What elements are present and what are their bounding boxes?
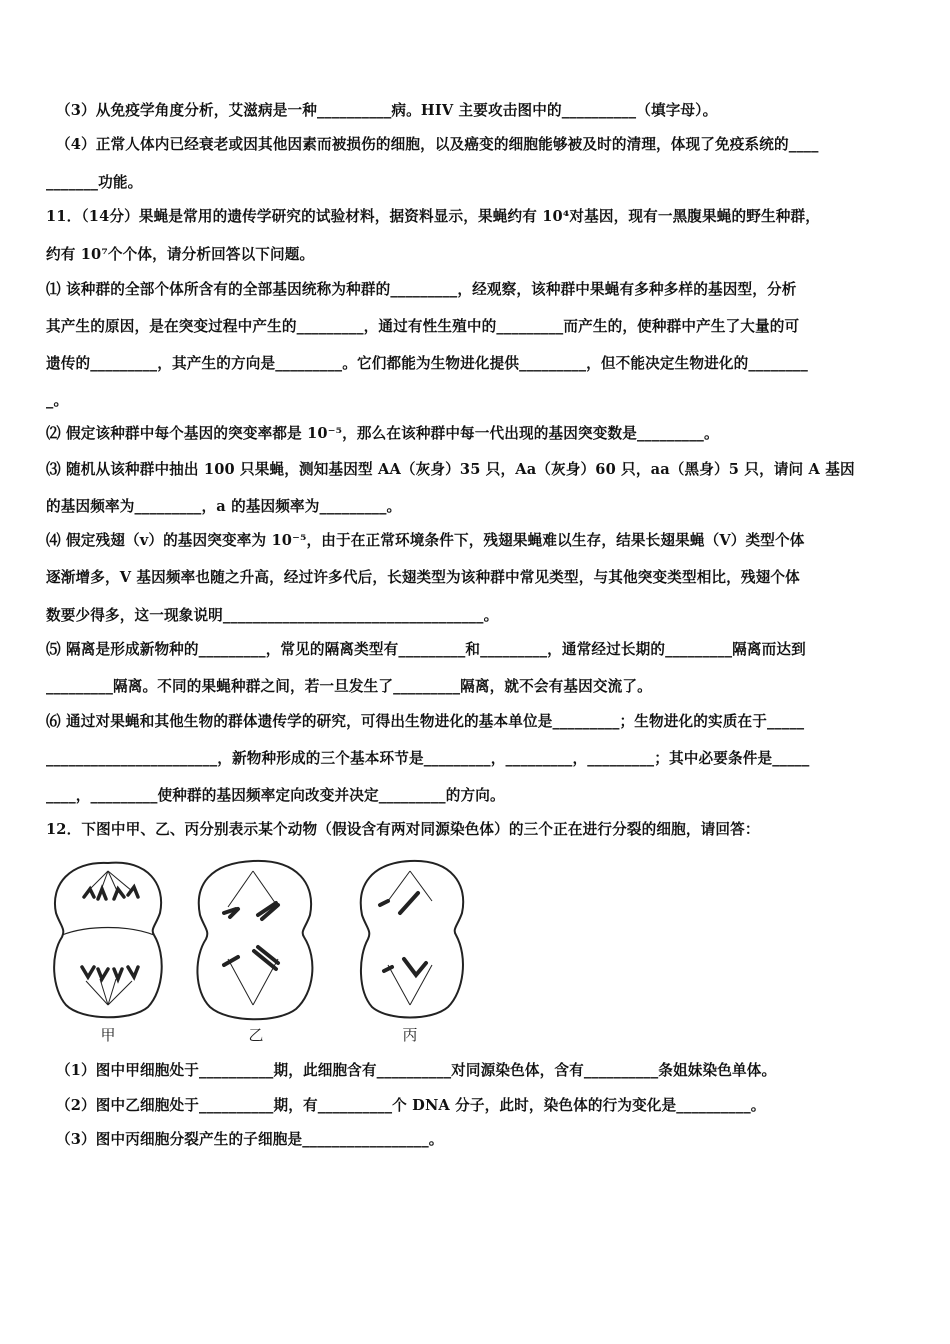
- cell-division-figure: [48, 855, 478, 1045]
- q10-part4: （4）正常人体内已经衰老或因其他因素而被损伤的细胞，以及癌变的细胞能够被及时的清理，体现了免疫系统的____: [56, 136, 819, 153]
- q10-part4-cont: _______功能。: [46, 174, 143, 191]
- q11-sub5-cont: _________隔离。不同的果蝇种群之间，若一旦发生了_________隔离，就不会有基因交流了。: [46, 678, 652, 695]
- q11-sub1-cont1: 其产生的原因，是在突变过程中产生的_________，通过有性生殖中的_________而产生的，使种群中产生了大量的可: [46, 318, 800, 335]
- q11-sub6-cont1: _______________________，新物种形成的三个基本环节是_________，_________，_________；其中必要条件是_____: [46, 750, 810, 767]
- q10-part3: （3）从免疫学角度分析，艾滋病是一种__________病。HIV 主要攻击图中的__________（填字母）。: [56, 102, 718, 119]
- q12-stem: 12．下图中甲、乙、丙分别表示某个动物（假设含有两对同源染色体）的三个正在进行分裂的细胞，请回答：: [46, 821, 760, 838]
- q11-sub6-cont2: ____，_________使种群的基因频率定向改变并决定_________的方向。: [46, 787, 505, 804]
- cell-bing: [361, 861, 463, 1018]
- q11-sub1-cont2: 遗传的_________，其产生的方向是_________。它们都能为生物进化提供_________，但不能决定生物进化的________: [46, 355, 808, 372]
- q11-sub3: ⑶ 随机从该种群中抽出 100 只果蝇，测知基因型 AA（灰身）35 只，Aa（灰身）60 只，aa（黑身）5 只，请问 A 基因: [46, 461, 855, 478]
- cell-yi: [197, 861, 312, 1019]
- caption-yi: 乙: [248, 1026, 264, 1044]
- q11-sub1: ⑴ 该种群的全部个体所含有的全部基因统称为种群的_________，经观察，该种群中果蝇有多种多样的基因型，分析: [46, 281, 797, 298]
- q11-sub3-cont: 的基因频率为_________，a 的基因频率为_________。: [46, 498, 402, 515]
- q11-sub2: ⑵ 假定该种群中每个基因的突变率都是 10⁻⁵，那么在该种群中每一代出现的基因突变数是_________。: [46, 425, 719, 442]
- q12-part1: （1）图中甲细胞处于__________期，此细胞含有__________对同源染色体，含有__________条姐妹染色单体。: [56, 1062, 777, 1079]
- cell-jia: [54, 863, 162, 1018]
- q11-sub4-cont1: 逐渐增多，V 基因频率也随之升高，经过许多代后，长翅类型为该种群中常见类型，与其他突变类型相比，残翅个体: [46, 569, 800, 586]
- q11-sub1-cont3: _。: [46, 392, 69, 409]
- q12-part2: （2）图中乙细胞处于__________期，有__________个 DNA 分子，此时，染色体的行为变化是__________。: [56, 1097, 766, 1114]
- q12-part3: （3）图中丙细胞分裂产生的子细胞是_________________。: [56, 1131, 444, 1148]
- q11-stem: 11．（14分）果蝇是常用的遗传学研究的试验材料，据资料显示，果蝇约有 10⁴对基因，现有一黑腹果蝇的野生种群，: [46, 208, 821, 225]
- q11-sub6: ⑹ 通过对果蝇和其他生物的群体遗传学的研究，可得出生物进化的基本单位是_________；生物进化的实质在于_____: [46, 713, 805, 730]
- caption-bing: 丙: [402, 1026, 418, 1044]
- q11-sub4-cont2: 数要少得多，这一现象说明___________________________________。: [46, 607, 499, 624]
- q11-stem-cont: 约有 10⁷个个体，请分析回答以下问题。: [46, 246, 315, 263]
- q11-sub4: ⑷ 假定残翅（v）的基因突变率为 10⁻⁵，由于在正常环境条件下，残翅果蝇难以生存，结果长翅果蝇（V）类型个体: [46, 532, 805, 549]
- caption-jia: 甲: [100, 1026, 116, 1044]
- q11-sub5: ⑸ 隔离是形成新物种的_________，常见的隔离类型有_________和_________，通常经过长期的_________隔离而达到: [46, 641, 806, 658]
